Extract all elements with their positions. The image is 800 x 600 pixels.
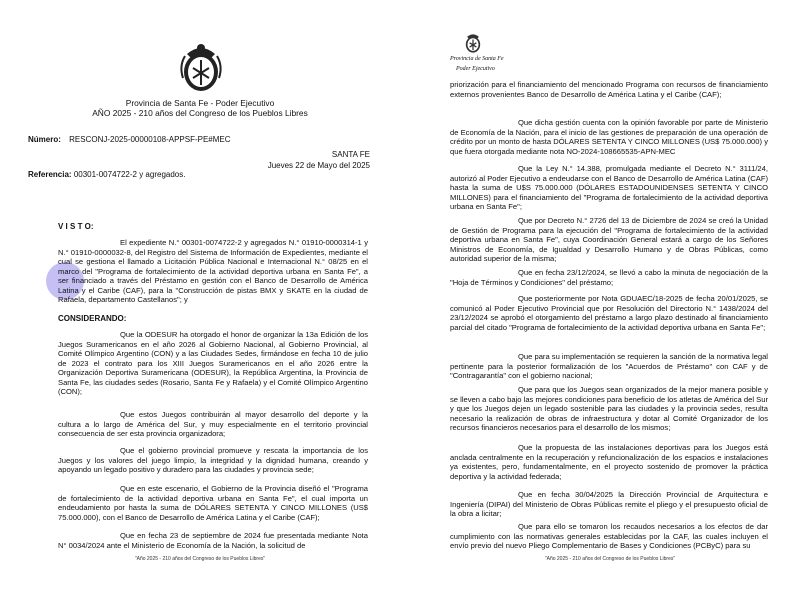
document-number: [28, 135, 231, 144]
considerando-paragraph: Que la ODESUR ha otorgado el honor de organizar la 13a Edición de los Juegos Suramericanos en el año 2026 al Gobierno Nacional, al Gobierno Provincial, al Comité Olímpico Argentino (CON) y a las Ciudades Sedes, firmándose en fecha 10 de julio de 2023 el contrato para los XIII Juegos Suramericanos en el año 2026 entre la Organización Deportiva Suramericana (ODESUR), la República Argentina, la Provincia de Santa Fe, las ciudades sedes (Rosario, Santa Fe y Rafaela) y el Comité Olímpico Argentino (CON);: [58, 330, 368, 396]
considerando-paragraph: Que en fecha 23 de septiembre de 2024 fue presentada mediante Nota N° 0034/2024 ante el Ministerio de Economía de la Nación, la solicitud de: [58, 531, 368, 550]
header-year-motto: AÑO 2025 - 210 años del Congreso de los Pueblos Libres: [92, 108, 308, 118]
document-reference: [28, 170, 185, 179]
numero-value: RESCONJ-2025-00000108-APPSF-PE#MEC: [69, 135, 231, 144]
considerando-paragraph: Que para su implementación se requieren la sanción de la normativa legal pertinente para la posterior formalización de los "Acuerdos de Préstamo" con CAF y de "Contragarantía" con el gobierno nacional;: [450, 352, 768, 380]
header-province: Provincia de Santa Fe - Poder Ejecutivo: [125, 98, 275, 108]
considerando-paragraph: Que para ello se tomaron los recaudos necesarios a los efectos de dar cumplimiento con las normativas generales establecidas por la CAF, las cuales incluyen el envío previo del nuevo Pliego Complementario de Bases y Condiciones (PCByC) para su: [450, 522, 768, 550]
seal-caption-province: Provincia de Santa Fe: [450, 56, 504, 62]
visto-heading: V I S T O:: [58, 222, 94, 231]
considerando-paragraph: Que en fecha 30/04/2025 la Dirección Provincial de Arquitectura e Ingeniería (DIPAI) del Ministerio de Obras Públicas remite el pliego y el presupuesto oficial de la obra a licitar;: [450, 490, 768, 518]
considerando-paragraph: Que para que los Juegos sean organizados de la mejor manera posible y se lleven a cabo bajo las mejores condiciones para beneficio de los atletas de América del Sur y que los Juegos dejen un legado sostenible para las ciudades y la provincia sedes, resulta necesario la realización de obras de infraestructura y dotar al Comité Organizador de los recursos financieros necesarios para el desarrollo de los mismos;: [450, 385, 768, 432]
numero-label: Número:: [28, 135, 61, 144]
considerando-paragraph: Que posteriormente por Nota GDUAEC/18-2025 de fecha 20/01/2025, se comunicó al Poder Ejecutivo Provincial que por Resolución del Directorio N.° 1438/2024 del 23/12/2024 se aprobó el otorgamiento del préstamo a largo plazo destinado al financiamiento parcial del citado "Programa de fortalecimiento de la actividad deportiva urbana en Santa Fe";: [450, 294, 768, 332]
considerando-heading: CONSIDERANDO:: [58, 314, 127, 323]
considerando-paragraph: Que en fecha 23/12/2024, se llevó a cabo la minuta de negociación de la "Hoja de Términos y Condiciones" del préstamo;: [450, 268, 768, 287]
page-footer: "Año 2025 - 210 años del Congreso de los Pueblos Libres": [544, 556, 676, 562]
considerando-paragraph: Que dicha gestión cuenta con la opinión favorable por parte de Ministerio de Economía de la Nación, para el inicio de las gestiones de preparación de una operación de crédito por un monto de hasta DÓLARES SETENTA Y CINCO MILLONES (US$ 75.000.000) y que fuera otorgada mediante nota NO-2024-108665535-APN-MEC: [450, 118, 768, 156]
place-label: SANTA FE: [331, 150, 370, 159]
considerando-paragraph: Que la propuesta de las instalaciones deportivas para los Juegos está anclada centralmente en la recuperación y refuncionalización de los espacios e instalaciones ya existentes, pero, fundamentalmente, en el proyecto sostenido de promover la práctica deportiva y la actividad federada;: [450, 443, 768, 481]
considerando-paragraph: Que la Ley N.° 14.388, promulgada mediante el Decreto N.° 3111/24, autorizó al Poder Ejecutivo a endeudarse con el Banco de Desarrollo de América Latina (CAF) hasta la suma de U$S 75.000.000 (DÓLARES ESTADOUNIDENSES SETENTA Y CINCO MILLONES) para el financiamiento del "Programa de fortalecimiento de la actividad deportiva urbana en Santa Fe";: [450, 164, 768, 211]
considerando-paragraph: Que estos Juegos contribuirán al mayor desarrollo del deporte y la cultura a lo largo de América del Sur, y muy especialmente en el territorio provincial consecuencia de ser esta provincia organizadora;: [58, 410, 368, 438]
considerando-paragraph: Que por Decreto N.° 2726 del 13 de Diciembre de 2024 se creó la Unidad de Gestión de Programa para la ejecución del "Programa de fortalecimiento de la actividad deportiva urbana en Santa Fe", cuya Coordinación General estará a cargo de los Señores Ministros de Economía, de Igualdad y Desarrollo Humano y de Obras Públicas, como autoridad superior de la misma;: [450, 216, 768, 263]
visto-paragraph: El expediente N.° 00301-0074722-2 y agregados N.° 01910-0000314-1 y N.° 01910-0000032-8, del Registro del Sistema de Información de Expedientes, mediante el cual se gestiona el llamado a Licitación Pública Nacional e Internacional N.° 08/25 en el marco del "Programa de fortalecimiento de la actividad deportiva urbana en Santa Fe", a ser financiado a través del Préstamo en gestión con el Banco de Desarrollo de América Latina y el Caribe (CAF), para la "Construcción de pistas BMX y SKATE en la ciudad de Rafaela, departamento Castellanos"; y: [58, 238, 368, 304]
referencia-label: Referencia:: [28, 170, 72, 179]
document-date: Jueves 22 de Mayo del 2025: [267, 160, 370, 170]
referencia-value: 00301-0074722-2 y agregados.: [73, 170, 186, 179]
considerando-paragraph: Que en este escenario, el Gobierno de la Provincia diseñó el "Programa de fortalecimiento de la actividad deportiva urbana en Santa Fe", el cual importa un endeudamiento por hasta la suma de DÓLARES SETENTA Y CINCO MILLONES (US$ 75.000.000), con el Banco de Desarrollo de América Latina y el Caribe (CAF);: [58, 484, 368, 522]
considerando-paragraph: Que el gobierno provincial promueve y rescata la importancia de los Juegos y los valores del juego limpio, la integridad y la dignidad humana, creando y apoyando un legado positivo y duradero para las ciudades y provincia sede;: [58, 446, 368, 474]
provincial-seal-icon: [175, 38, 227, 94]
seal-caption-executive: Poder Ejecutivo: [456, 66, 495, 72]
continued-paragraph: priorización para el financiamiento del mencionado Programa con recursos de financiamiento externos provenientes Banco de Desarrollo de América Latina y el Caribe (CAF);: [450, 80, 768, 99]
page-footer: "Año 2025 - 210 años del Congreso de los Pueblos Libres": [134, 556, 266, 562]
provincial-seal-icon: [462, 30, 484, 54]
document-page-right: [400, 0, 800, 600]
